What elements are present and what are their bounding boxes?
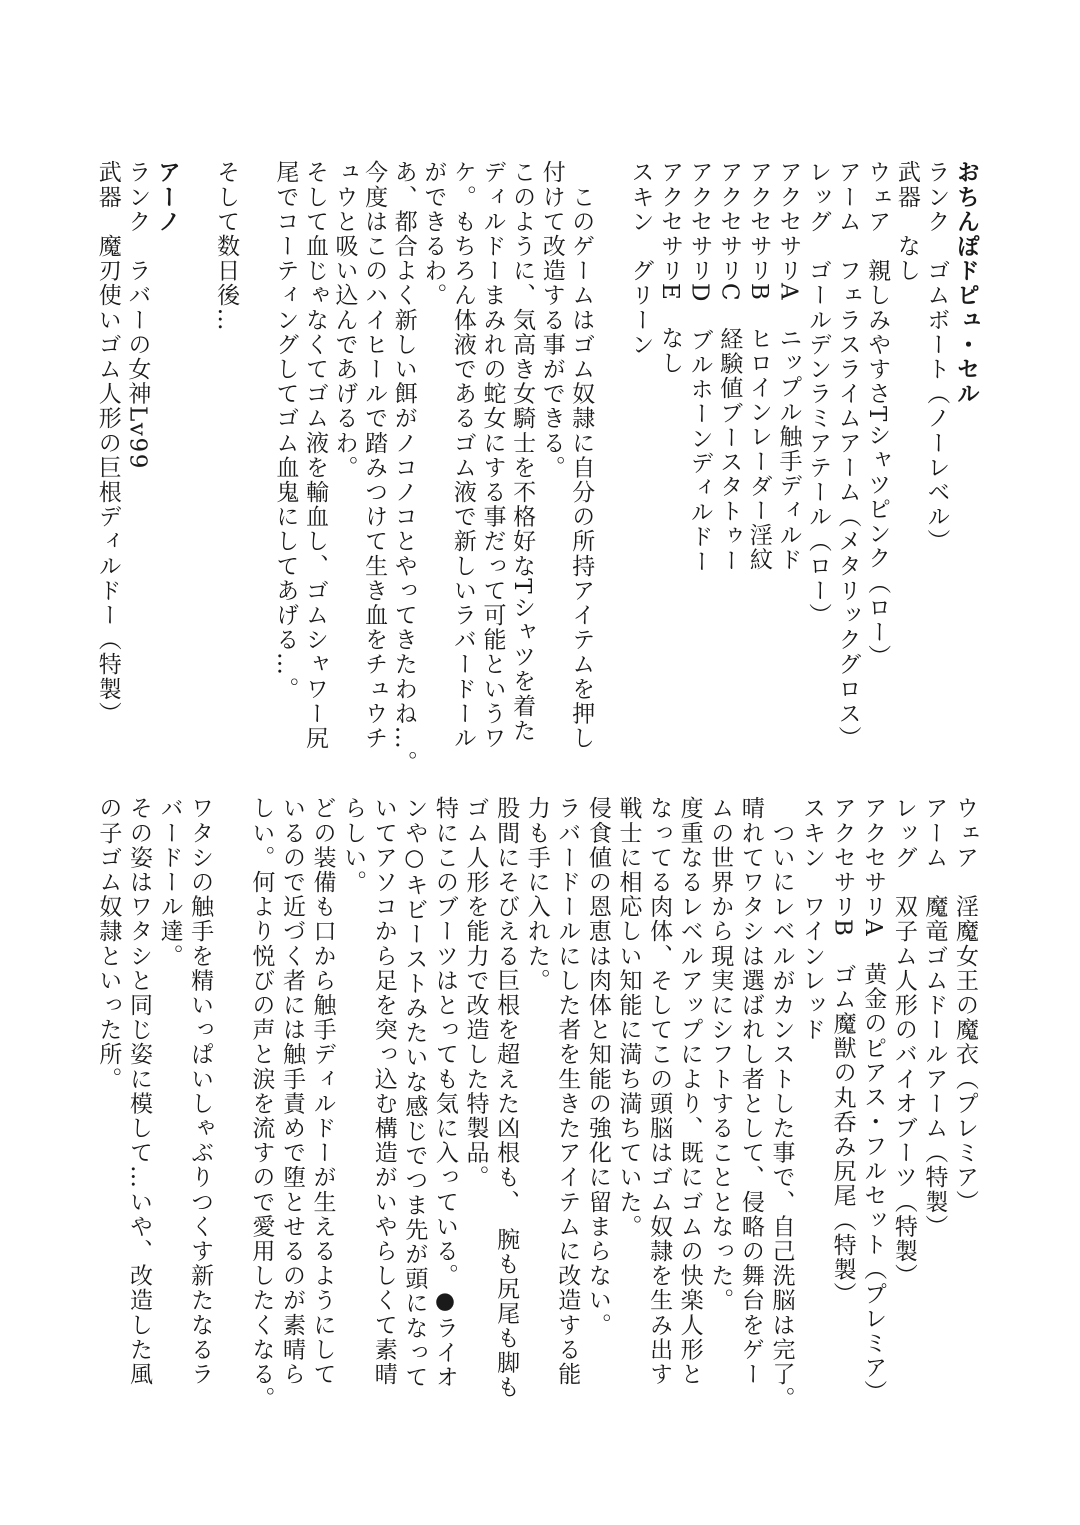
text-line: アクセサリA 黄金のピアス・フルセット（プレミア）	[860, 796, 887, 1405]
text-line: ゴム人形を能力で改造した特製品。	[462, 796, 489, 1190]
text-line: なってる肉体、そしてこの頭脳はゴム奴隷を生み出す	[646, 796, 673, 1387]
text-line: ケ。もちろん体液であるゴム液で新しいラバードール	[449, 160, 476, 751]
section-heading: アーノ	[153, 160, 180, 234]
top-text-block	[92, 160, 980, 775]
text-line: らしい。	[340, 796, 367, 895]
text-line: 戦士に相応しい知能に満ち満ちていた。	[615, 796, 642, 1239]
text-line: どの装備も口から触手ディルドーが生えるようにして	[309, 796, 336, 1387]
text-line: そして数日後…	[213, 160, 240, 333]
text-line: ュウと吸い込んであげるわ。	[331, 160, 358, 480]
text-line: 晴れてワタシは選ばれし者として、侵略の舞台をゲー	[737, 796, 764, 1387]
text-line: ンや○キビーストみたいな感じでつま先が頭になって	[401, 796, 428, 1390]
text-line: ランク ラバーの女神Lv99	[124, 160, 151, 470]
text-line: アクセサリB ゴム魔獣の丸呑み尻尾（特製）	[829, 796, 856, 1307]
text-line: 付けて改造する事ができる。	[538, 160, 565, 480]
section-heading: おちんぽドピュ・セル	[953, 160, 979, 406]
text-line: その姿はワタシと同じ姿に模して…いや、改造した風	[125, 796, 152, 1387]
text-line: アクセサリB ヒロインレーダー淫紋	[745, 160, 772, 573]
bottom-text-block	[93, 796, 980, 1411]
text-line: ラバードールにした者を生きたアイテムに改造する能	[554, 796, 581, 1387]
text-line: アクセサリC 経験値ブースタトゥー	[716, 160, 743, 573]
text-line: ができるわ。	[420, 160, 447, 308]
text-line: 特にこのブーツはとっても気に入っている。●ライオ	[431, 796, 458, 1390]
text-line: ムの世界から現実にシフトすることとなった。	[707, 796, 734, 1313]
text-line: このように、気高き女騎士を不格好なTシャツを着た	[509, 160, 536, 743]
text-line: レッグ ゴールデンラミアテール（ロー）	[805, 160, 832, 628]
text-line: 尾でコーティングしてゴム血鬼にしてあげる…。	[272, 160, 299, 702]
blank-line	[181, 160, 211, 775]
text-line: ディルドーまみれの蛇女にする事だって可能というワ	[479, 160, 506, 751]
text-line: ランク ゴムボート（ノーレベル）	[923, 160, 950, 554]
text-line: ウェア 親しみやすさTシャツピンク（ロー）	[864, 160, 891, 669]
text-line: スキン ワインレッド	[799, 796, 826, 1042]
text-line: 力も手に入れた。	[523, 796, 550, 993]
text-line: 侵食値の恩恵は肉体と知能の強化に留まらない。	[584, 796, 611, 1338]
text-line: アクセサリA ニップル触手ディルド	[775, 160, 802, 572]
text-line: ついにレベルがカンストした事で、自己洗脳は完了。	[768, 796, 795, 1411]
text-line: ウェア 淫魔女王の魔衣（プレミア）	[952, 796, 978, 1215]
text-line: バードール達。	[156, 796, 183, 969]
text-line: いるので近づく者には触手責めで堕とせるのが素晴ら	[278, 796, 305, 1387]
text-line: しい。何より悦びの声と涙を流すので愛用したくなる。	[248, 796, 275, 1411]
text-line: ワタシの触手を精いっぱいしゃぶりつくす新たなるラ	[187, 796, 214, 1387]
text-line: あ、都合よく新しい餌がノコノコとやってきたわね…。	[390, 160, 417, 775]
text-line: スキン グリーン	[627, 160, 654, 357]
text-line: 武器 なし	[893, 160, 920, 283]
text-line: レッグ 双子ム人形のバイオブーツ（特製）	[890, 796, 917, 1288]
text-line: アクセサリE なし	[657, 160, 684, 376]
blank-line	[240, 160, 270, 775]
text-line: の子ゴム奴隷といった所。	[95, 796, 122, 1092]
text-line: アーム 魔竜ゴムドールアーム（特製）	[921, 796, 948, 1239]
text-line: アーム フェラスライムアーム（メタリックグロス）	[834, 160, 861, 751]
text-line: 股間にそびえる巨根を超えた凶根も、 腕も尻尾も脚も	[493, 796, 520, 1400]
text-line: 度重なるレベルアップにより、既にゴムの快楽人形と	[676, 796, 703, 1387]
blank-line	[595, 160, 625, 775]
text-line: そして血じゃなくてゴム液を輸血し、ゴムシャワー尻	[301, 160, 328, 751]
text-line: いてアソコから足を突っ込む構造がいやらしくて素晴	[370, 796, 397, 1387]
text-line: 今度はこのハイヒールで踏みつけて生き血をチュウチ	[361, 160, 388, 751]
text-line: アクセサリD ブルホーンディルドー	[686, 160, 713, 574]
text-line: 武器 魔刃使いゴム人形の巨根ディルドー（特製）	[94, 160, 121, 726]
text-line: このゲームはゴム奴隷に自分の所持アイテムを押し	[568, 160, 595, 751]
blank-line	[215, 796, 246, 1411]
